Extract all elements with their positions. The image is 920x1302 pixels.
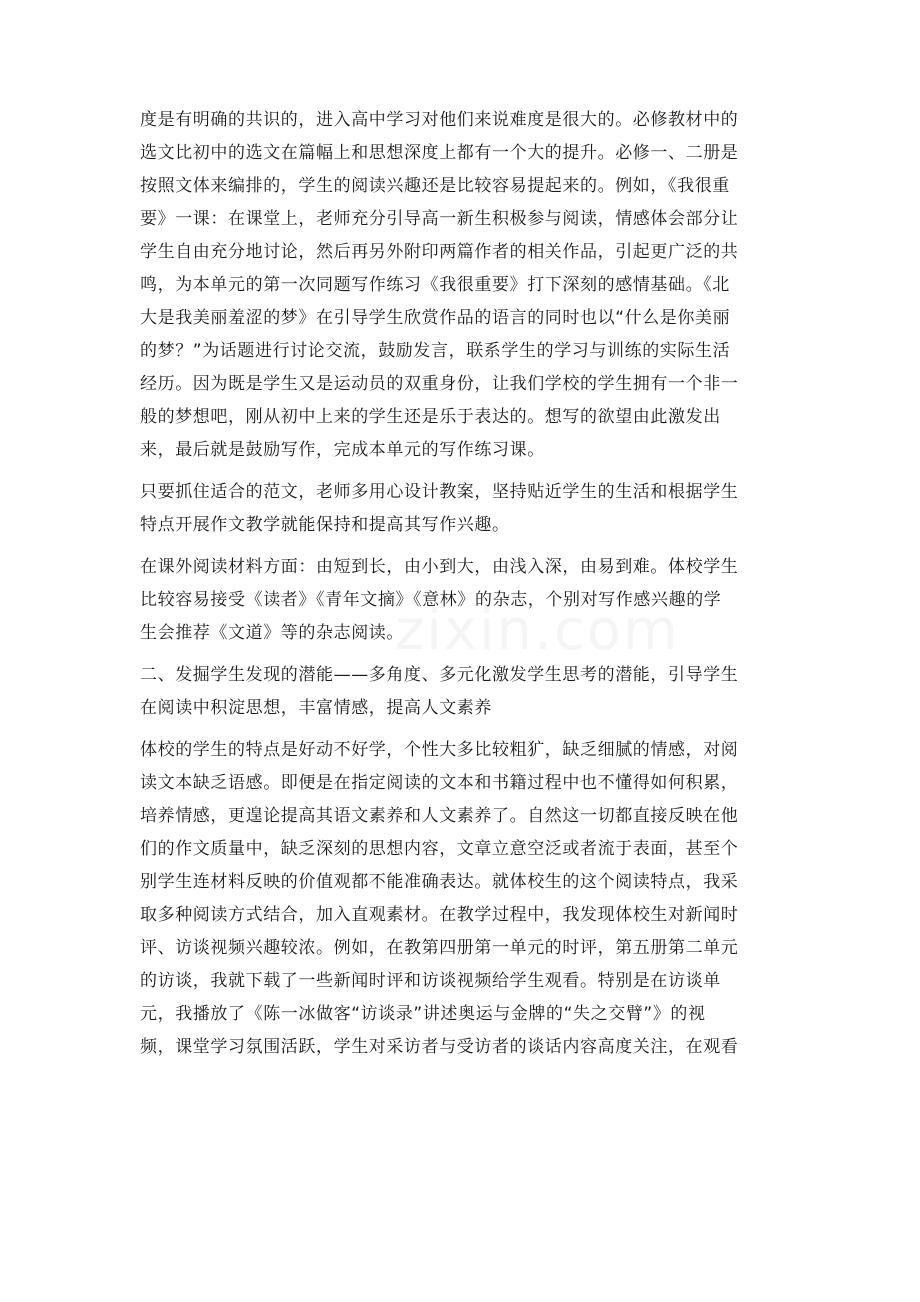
text-line: 鸣，为本单元的第一次同题写作练习《我很重要》打下深刻的感情基础。《北 — [140, 275, 730, 295]
text-line: 只要抓住适合的范文，老师多用心设计教案，坚持贴近学生的生活和根据学生 — [140, 482, 739, 502]
paragraph — [140, 476, 775, 542]
text-line: 的梦？”为话题进行讨论交流，鼓励发言，联系学生的学习与训练的实际生活 — [140, 341, 731, 361]
text-line: 的访谈，我就下载了一些新闻时评和访谈视频给学生观看。特别是在访谈单 — [140, 971, 721, 991]
text-line: 体校的学生的特点是好动不好学，个性大多比较粗犷，缺乏细腻的情感，对阅 — [140, 740, 739, 760]
text-line: 元，我播放了《陈一冰做客“访谈录”讲述奥运与金牌的“失之交臂”》的视 — [140, 1004, 706, 1024]
text-line: 度是有明确的共识的，进入高中学习对他们来说难度是很大的。必修教材中的 — [140, 110, 739, 130]
text-line: 二、发掘学生发现的潜能——多角度、多元化激发学生思考的潜能，引导学生 — [140, 665, 739, 685]
text-line: 按照文体来编排的，学生的阅读兴趣还是比较容易提起来的。例如，《我很重 — [140, 176, 730, 196]
text-line: 特点开展作文教学就能保持和提高其写作兴趣。 — [140, 515, 510, 535]
paragraph — [140, 104, 775, 467]
text-line: 在阅读中积淀思想，丰富情感，提高人文素养 — [140, 698, 492, 718]
text-line: 频，课堂学习氛围活跃，学生对采访者与受访者的谈话内容高度关注，在观看 — [140, 1037, 739, 1057]
text-line: 经历。因为既是学生又是运动员的双重身份，让我们学校的学生拥有一个非一 — [140, 374, 739, 394]
text-line: 选文比初中的选文在篇幅上和思想深度上都有一个大的提升。必修一、二册是 — [140, 143, 739, 163]
paragraph — [140, 551, 775, 650]
text-line: 生会推荐《文道》等的杂志阅读。 — [140, 623, 404, 643]
text-line: 别学生连材料反映的价值观都不能准确表达。就体校生的这个阅读特点，我采 — [140, 872, 739, 892]
paragraph — [140, 734, 775, 1064]
document-body — [140, 104, 775, 1073]
text-line: 评、访谈视频兴趣较浓。例如，在教第四册第一单元的时评，第五册第二单元 — [140, 938, 739, 958]
text-line: 培养情感，更遑论提高其语文素养和人文素养了。自然这一切都直接反映在他 — [140, 806, 739, 826]
text-line: 比较容易接受《读者》《青年文摘》《意林》的杂志，个别对写作感兴趣的学 — [140, 590, 722, 610]
text-line: 取多种阅读方式结合，加入直观素材。在教学过程中，我发现体校生对新闻时 — [140, 905, 739, 925]
paragraph — [140, 659, 775, 725]
text-line: 要》一课：在课堂上，老师充分引导高一新生积极参与阅读，情感体会部分让 — [140, 209, 739, 229]
text-line: 读文本缺乏语感。即便是在指定阅读的文本和书籍过程中也不懂得如何积累， — [140, 773, 739, 793]
text-line: 在课外阅读材料方面：由短到长，由小到大，由浅入深，由易到难。体校学生 — [140, 557, 739, 577]
text-line: 学生自由充分地讨论，然后再另外附印两篇作者的相关作品，引起更广泛的共 — [140, 242, 739, 262]
watermark: zixin.com — [395, 598, 680, 663]
text-line: 来，最后就是鼓励写作，完成本单元的写作练习课。 — [140, 440, 545, 460]
text-line: 大是我美丽羞涩的梦》在引导学生欣赏作品的语言的同时也以“什么是你美丽 — [140, 308, 731, 328]
text-line: 般的梦想吧，刚从初中上来的学生还是乐于表达的。想写的欲望由此激发出 — [140, 407, 721, 427]
text-line: 们的作文质量中，缺乏深刻的思想内容，文章立意空泛或者流于表面，甚至个 — [140, 839, 739, 859]
